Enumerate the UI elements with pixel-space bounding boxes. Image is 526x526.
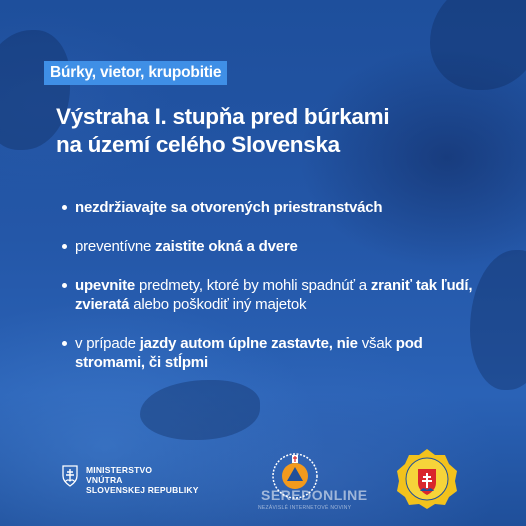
page-title [56,103,496,159]
advice-item [62,276,482,314]
ministry-name-line: SLOVENSKEJ REPUBLIKY [86,485,199,495]
topic-tag: Búrky, vietor, krupobitie [44,61,227,85]
advice-item [62,237,482,256]
fire-rescue-seal-icon [395,447,459,511]
advice-text: zraniť tak ľudí, zvieratá [75,277,473,313]
leaf-shape [430,0,526,90]
advice-text: upevnite [75,277,136,294]
advice-text: preventívne [75,238,156,255]
advice-text: v prípade [75,335,140,352]
advice-text: pod stromami, či stĺpmi [75,335,423,371]
seredonline-tagline: NEZÁVISLÉ INTERNETOVÉ NOVINY [258,505,352,511]
advice-text: však [357,335,396,352]
advice-text: predmety, ktoré by mohli spadnúť a [135,277,371,294]
seredonline-name: SEREDONLINE [261,487,368,503]
ministry-name-line: MINISTERSTVO [86,465,153,475]
advice-item [62,198,482,217]
title-line-2: na území celého Slovenska [56,132,340,157]
slovak-coat-of-arms-icon [62,465,78,487]
advice-item [62,334,482,372]
advice-list [62,198,482,392]
ministry-logo [62,465,199,495]
advice-text: zaistite okná a dvere [155,238,298,255]
footer-logos [0,445,526,526]
advice-text: nezdržiavajte sa otvorených priestranstvách [75,199,383,216]
advice-text: jazdy autom úplne zastavte, nie [139,335,358,352]
advice-text: alebo poškodiť iný majetok [129,296,307,313]
ministry-name-line: VNÚTRA [86,475,123,485]
ministry-name [86,465,199,495]
title-line-1: Výstraha I. stupňa pred búrkami [56,104,390,129]
seredonline-watermark [258,445,368,526]
